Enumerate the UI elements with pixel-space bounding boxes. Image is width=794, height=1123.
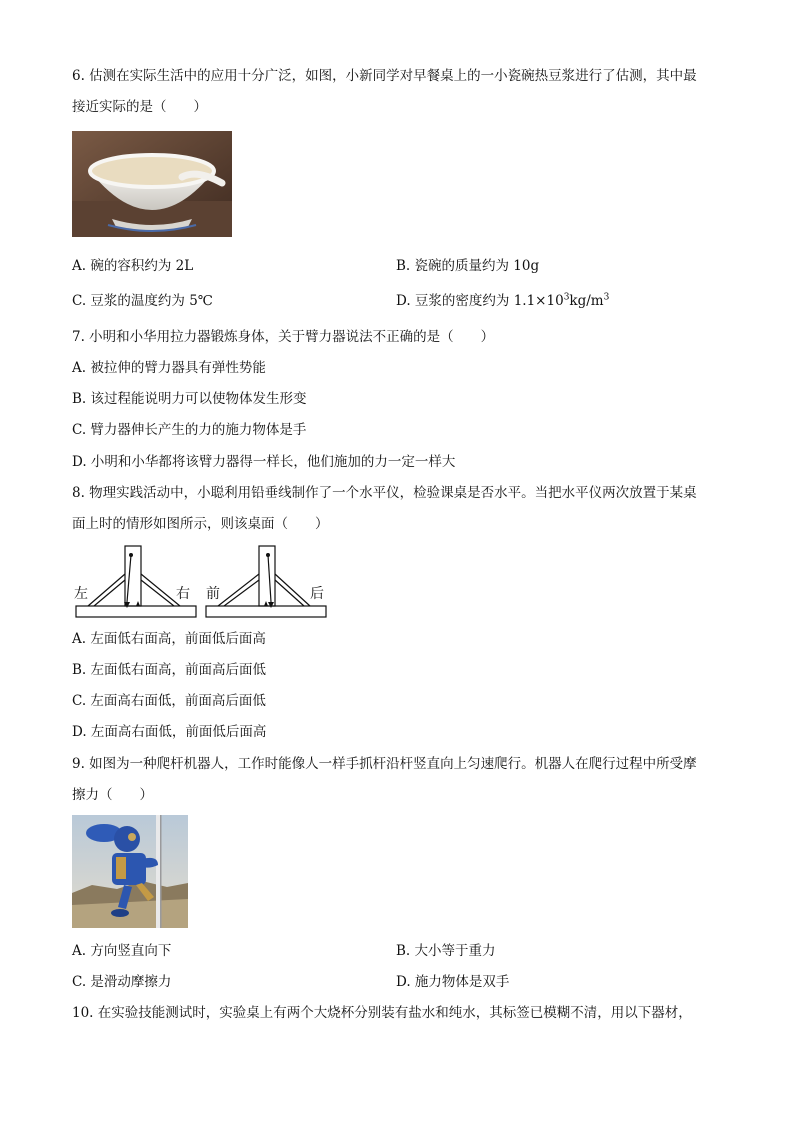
soy-milk-bowl-photo-icon bbox=[72, 131, 232, 237]
spirit-level-diagram bbox=[72, 544, 328, 620]
q6-option-d-exponent: 3 bbox=[563, 292, 570, 303]
front-label: 前 bbox=[206, 586, 220, 602]
q10-stem-line1: 10. 在实验技能测试时，实验桌上有两个大烧杯分别装有盐水和纯水，其标签已模糊不清，用以下器材， bbox=[72, 1005, 692, 1021]
pole-climbing-robot-photo-icon bbox=[72, 815, 188, 928]
q7-option-c[interactable]: C. 臂力器伸长产生的力的施力物体是手 bbox=[72, 422, 307, 438]
q7-option-b[interactable]: B. 该过程能说明力可以使物体发生形变 bbox=[72, 391, 307, 407]
q9-option-d[interactable]: D. 施力物体是双手 bbox=[396, 974, 510, 990]
q6-stem-line1: 6. 估测在实际生活中的应用十分广泛，如图，小新同学对早餐桌上的一小瓷碗热豆浆进行了估测，其中最 bbox=[72, 68, 697, 84]
q8-option-b[interactable]: B. 左面低右面高，前面高后面低 bbox=[72, 662, 267, 678]
q6-option-d[interactable] bbox=[396, 291, 609, 311]
left-label: 左 bbox=[74, 586, 88, 602]
q8-option-d[interactable]: D. 左面高右面低，前面低后面高 bbox=[72, 724, 267, 740]
q9-option-b[interactable]: B. 大小等于重力 bbox=[396, 943, 496, 959]
q7-stem: 7. 小明和小华用拉力器锻炼身体，关于臂力器说法不正确的是（ ） bbox=[72, 329, 495, 345]
q6-option-c[interactable]: C. 豆浆的温度约为 5℃ bbox=[72, 293, 213, 309]
right-label: 右 bbox=[176, 586, 190, 602]
q8-stem-line1: 8. 物理实践活动中，小聪利用铅垂线制作了一个水平仪，检验课桌是否水平。当把水平仪两次放置于某桌 bbox=[72, 485, 697, 501]
q8-stem-line2: 面上时的情形如图所示，则该桌面（ ） bbox=[72, 516, 329, 532]
q7-option-d[interactable]: D. 小明和小华都将该臂力器得一样长，他们施加的力一定一样大 bbox=[72, 454, 456, 470]
q6-stem-line2: 接近实际的是（ ） bbox=[72, 99, 207, 115]
q9-option-a[interactable]: A. 方向竖直向下 bbox=[72, 943, 172, 959]
q7-option-a[interactable]: A. 被拉伸的臂力器具有弹性势能 bbox=[72, 360, 266, 376]
soy-milk-bowl-image bbox=[72, 131, 232, 237]
pole-climbing-robot-image bbox=[72, 815, 188, 928]
q6-option-b[interactable]: B. 瓷碗的质量约为 10g bbox=[396, 258, 540, 274]
q6-option-a[interactable]: A. 碗的容积约为 2L bbox=[72, 258, 194, 274]
q6-option-d-unit: kg/m bbox=[569, 293, 604, 309]
q8-option-a[interactable]: A. 左面低右面高，前面低后面高 bbox=[72, 631, 266, 647]
back-label: 后 bbox=[310, 586, 324, 602]
q9-stem-line2: 擦力（ ） bbox=[72, 787, 153, 803]
q6-option-d-unit-exponent: 3 bbox=[603, 292, 610, 303]
spirit-level-figure bbox=[72, 544, 328, 620]
q9-stem-line1: 9. 如图为一种爬杆机器人，工作时能像人一样手抓杆沿杆竖直向上匀速爬行。机器人在爬行过程中所受摩 bbox=[72, 756, 697, 772]
q8-option-c[interactable]: C. 左面高右面低，前面高后面低 bbox=[72, 693, 266, 709]
q6-option-d-prefix: D. 豆浆的密度约为 1.1×10 bbox=[396, 293, 564, 309]
q9-option-c[interactable]: C. 是滑动摩擦力 bbox=[72, 974, 172, 990]
